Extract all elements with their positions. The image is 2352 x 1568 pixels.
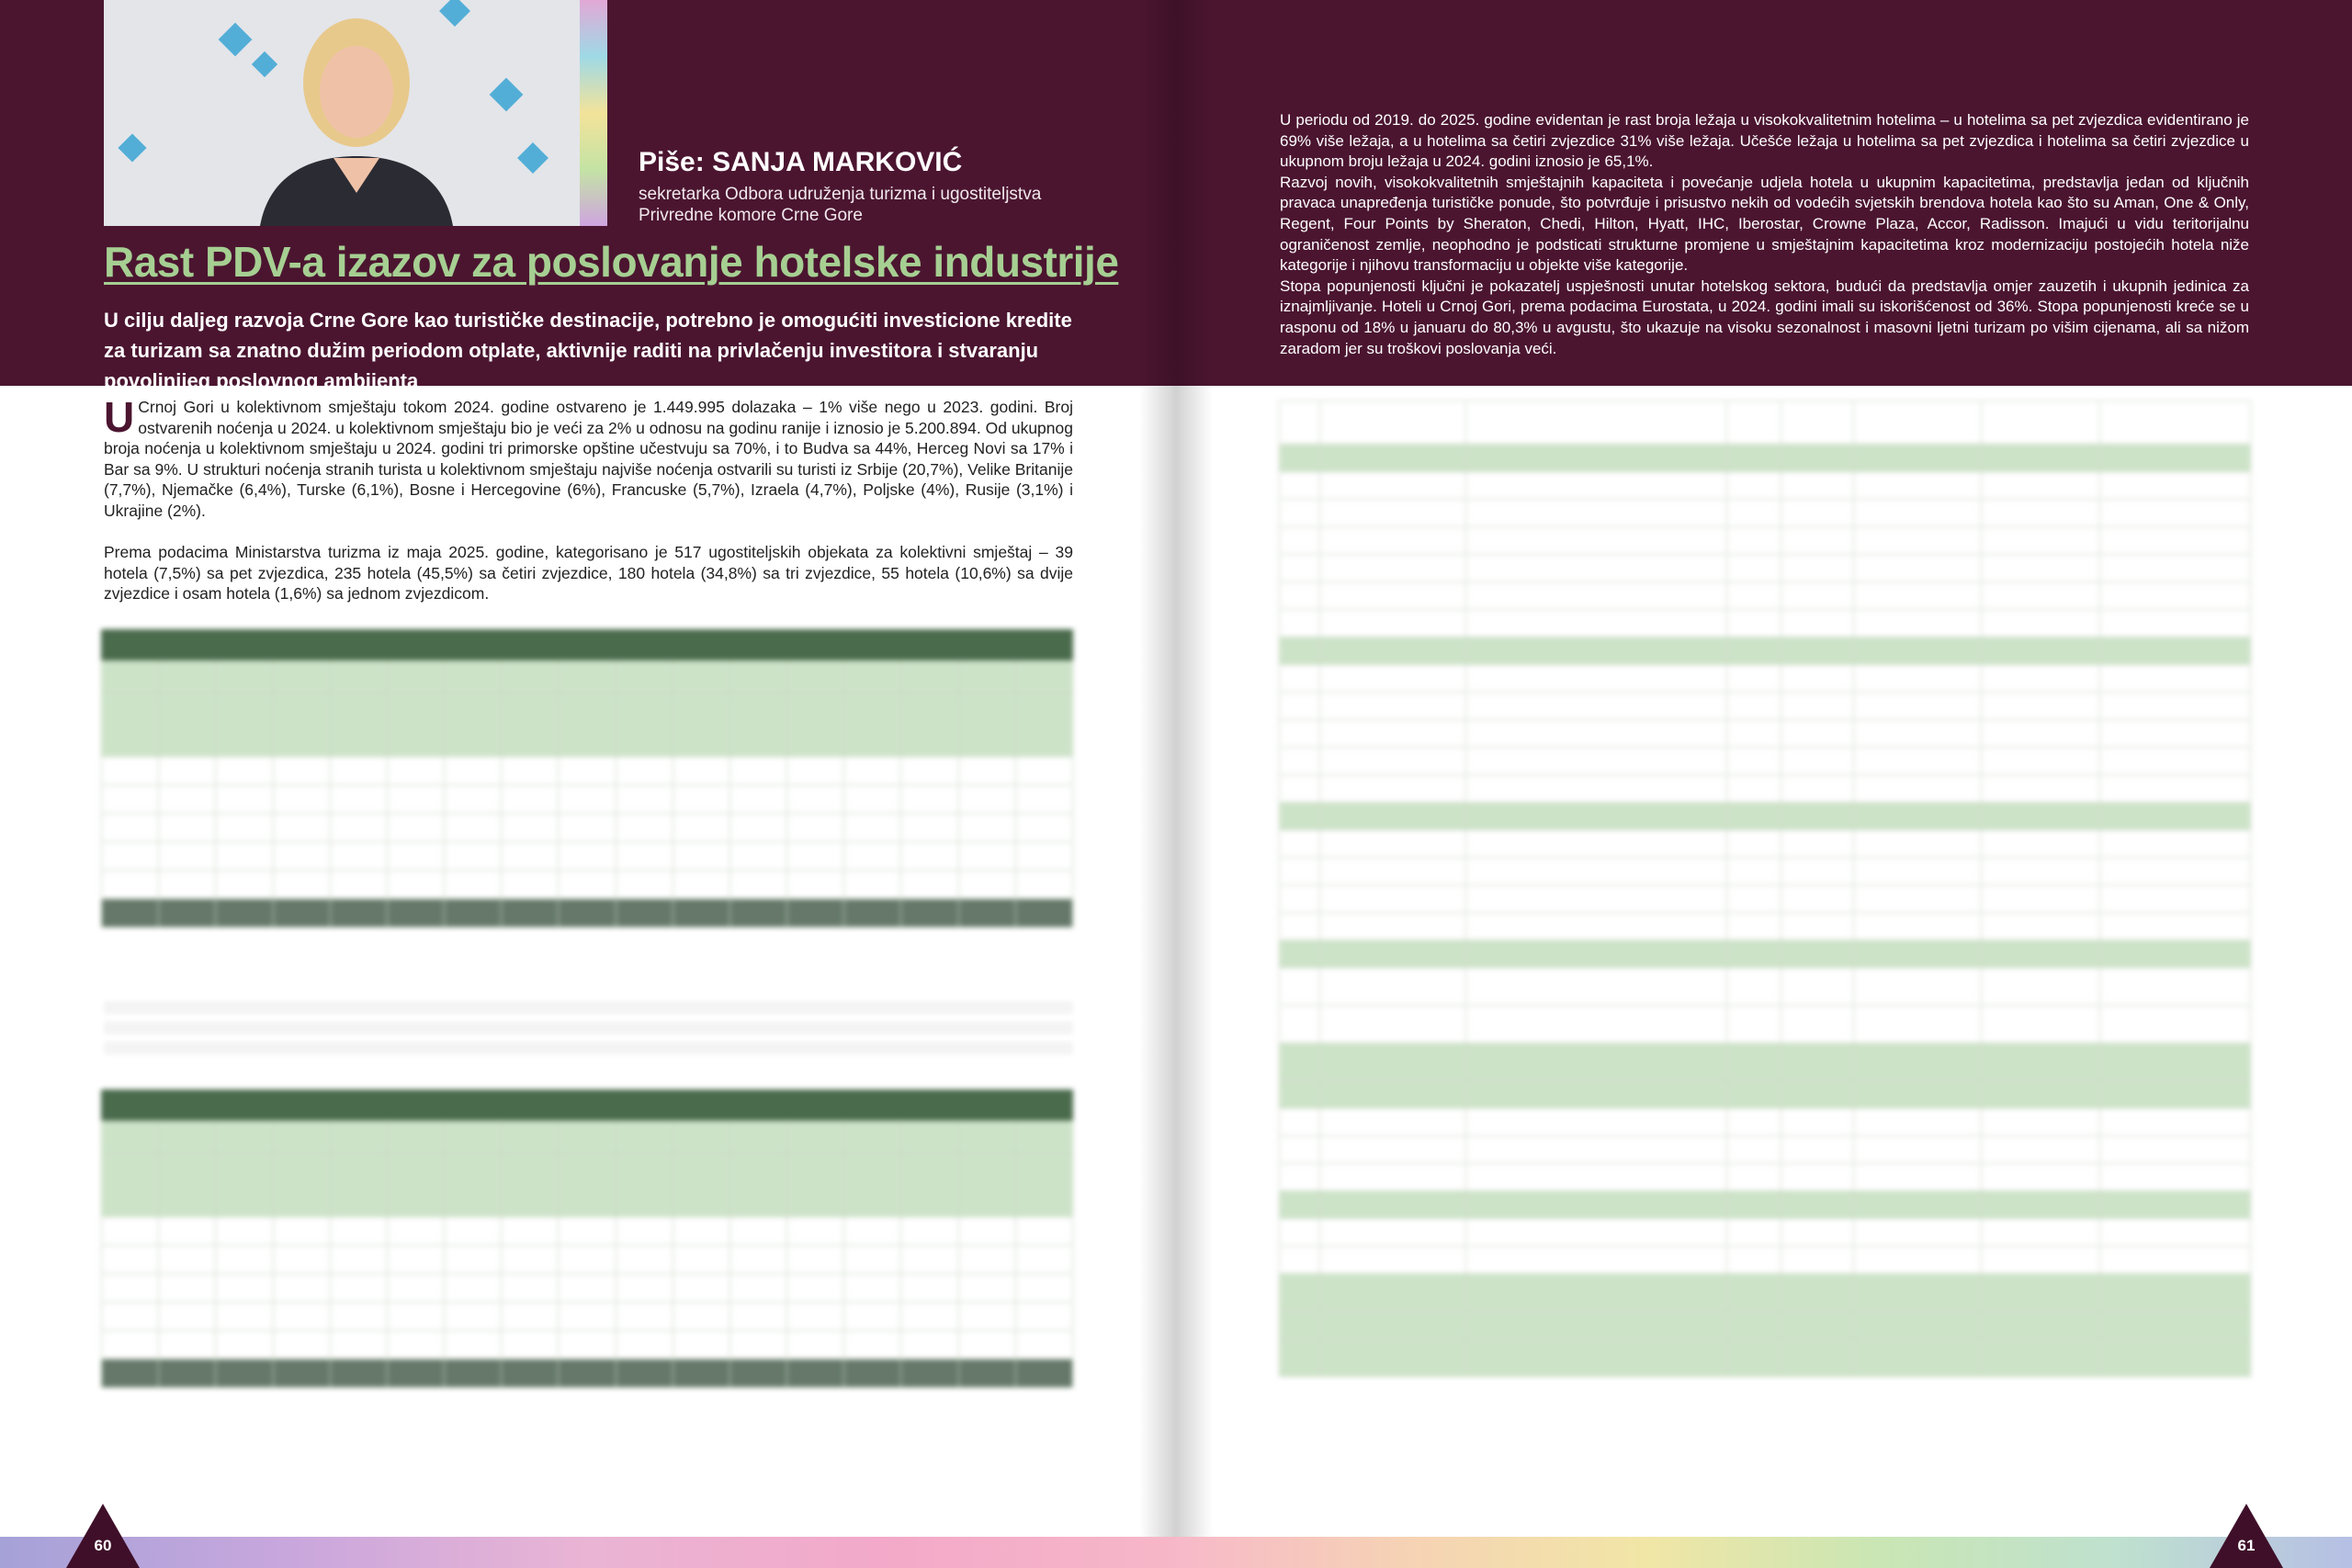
spine-shadow-right bbox=[1176, 0, 1213, 1568]
paragraph-2: Prema podacima Ministarstva turizma iz maja 2025. godine, kategorisano je 517 ugostiteljskih objekata za kolektivni smještaj – 39 hotela (7,5%) sa pet zvjezdica, 235 hotela (45,5%) sa četiri zvjezdice, 180 hotela (34,8%) sa tri zvjezdice, 55 hotela (10,6%) sa dvije zvjezdice i osam hotela (1,6%) sa jednom zvjezdicom. bbox=[104, 543, 1073, 603]
blurred-table-1 bbox=[101, 629, 1073, 928]
photo-rainbow-edge bbox=[580, 0, 607, 226]
author-name: SANJA MARKOVIĆ bbox=[712, 147, 963, 177]
right-paragraph-2: Razvoj novih, visokokvalitetnih smještajnih kapaciteta i povećanje udjela hotela u ukupnim kapacitetima, predstavlja jedan od ključnih pravaca unapređenja turističke ponude, što potvrđuje i prisustvo nekih od vodećih svjetskih brendova hotela kao što su Aman, One & Only, Regent, Four Points by Sheraton, Chedi, Hilton, Hyatt, IHC, Iberostar, Crowne Plaza, Accor, Radisson. Imajući u vidu teritorijalnu ograničenost zemlje, neophodno je podsticati strukturne promjene u smještajnim kapacitetima kroz modernizaciju postojećih hotela niže kategorije i njihovu transformaciju u objekte više kategorije. bbox=[1280, 173, 2249, 275]
page-number-triangle-right bbox=[2210, 1504, 2283, 1568]
blurred-table-2 bbox=[101, 1089, 1073, 1388]
right-paragraph-3: Stopa popunjenosti ključni je pokazatelj uspješnosti unutar hotelskog sektora, budući da predstavlja omjer zauzetih i ukupnih jedinica za iznajmljivanje. Hoteli u Crnoj Gori, prema podacima Eurostata, u 2024. godini imali su iskorišćenost od 36%. Stopa popunjenosti kreće se u rasponu od 18% u januaru do 80,3% u avgustu, što ukazuje na visoku sezonalnost i masovni ljetni turizam po višim cijenama, ali sa nižom zaradom jer su troškovi poslovanja veći. bbox=[1280, 276, 2249, 357]
author-photo bbox=[104, 0, 607, 226]
table-1-grid bbox=[101, 660, 1073, 928]
blurred-hotel-table bbox=[1279, 400, 2251, 1377]
footer-gradient-left bbox=[0, 1537, 1176, 1568]
paragraph-1 bbox=[104, 393, 1073, 521]
table-2-grid bbox=[101, 1121, 1073, 1388]
byline-label: Piše: bbox=[639, 147, 705, 177]
blurred-paragraph bbox=[104, 1001, 1073, 1062]
table-2-caption bbox=[101, 1089, 1073, 1121]
spine-shadow-left bbox=[1139, 0, 1176, 1568]
footer-gradient-right bbox=[1176, 1537, 2352, 1568]
right-intro-text bbox=[1280, 110, 2249, 359]
author-byline bbox=[639, 147, 1043, 178]
dropcap: U bbox=[104, 393, 135, 441]
paragraph-1-text: Crnoj Gori u kolektivnom smještaju tokom 2024. godine ostvareno je 1.449.995 dolazaka – 1% više nego u 2023. godini. Broj ostvarenih noćenja u 2024. u kolektivnom smještaju bio je veći za 2% u odnosu na godinu ranije i iznosio je 5.200.894. Od ukupnog broja noćenja u kolektivnom smještaju u 2024. godini tri primorske opštine učestvuju sa 70%, i to Budva sa 44%, Herceg Novi sa 17% i Bar sa 9%. U strukturi noćenja stranih turista u kolektivnom smještaju najviše noćenja ostvarili su turisti iz Srbije (20,7%), Velike Britanije (7,7%), Njemačke (6,4%), Turske (6,1%), Bosne i Hercegovine (6%), Francuske (5,7%), Izraela (4,7%), Poljske (4%), Rusije (3,1%) i Ukrajine (2%). bbox=[104, 398, 1073, 520]
page-number-triangle-left bbox=[66, 1504, 140, 1568]
table-1-caption bbox=[101, 629, 1073, 660]
hotel-table-grid bbox=[1279, 400, 2251, 1377]
author-block bbox=[639, 147, 1043, 226]
page-number-right: 61 bbox=[2237, 1537, 2256, 1554]
article-title: Rast PDV-a izazov za poslovanje hotelske industrije bbox=[104, 238, 1119, 286]
right-paragraph-1: U periodu od 2019. do 2025. godine evidentan je rast broja ležaja u visokokvalitetnim hotelima – u hotelima sa pet zvjezdica evidentirano je 69% više ležaja, a u hotelima sa četiri zvjezdice 31% više ležaja. Učešće ležaja u hotelima sa pet zvjezdica i hotelima sa četiri zvjezdice u ukupnom broju ležaja u 2024. godini iznosio je 65,1%. bbox=[1280, 111, 2249, 171]
article-lead: U cilju daljeg razvoja Crne Gore kao turističke destinacije, potrebno je omogućiti investicione kredite za turizam sa znatno dužim periodom otplate, aktivnije raditi na privlačenju investitora i stvaranju povoljnijeg poslovnog ambijenta bbox=[104, 309, 1072, 392]
right-page bbox=[1176, 0, 2352, 1568]
author-portrait-image bbox=[104, 0, 607, 226]
author-role: sekretarka Odbora udruženja turizma i ugostiteljstva Privredne komore Crne Gore bbox=[639, 185, 1042, 225]
page-number-left: 60 bbox=[94, 1537, 112, 1554]
